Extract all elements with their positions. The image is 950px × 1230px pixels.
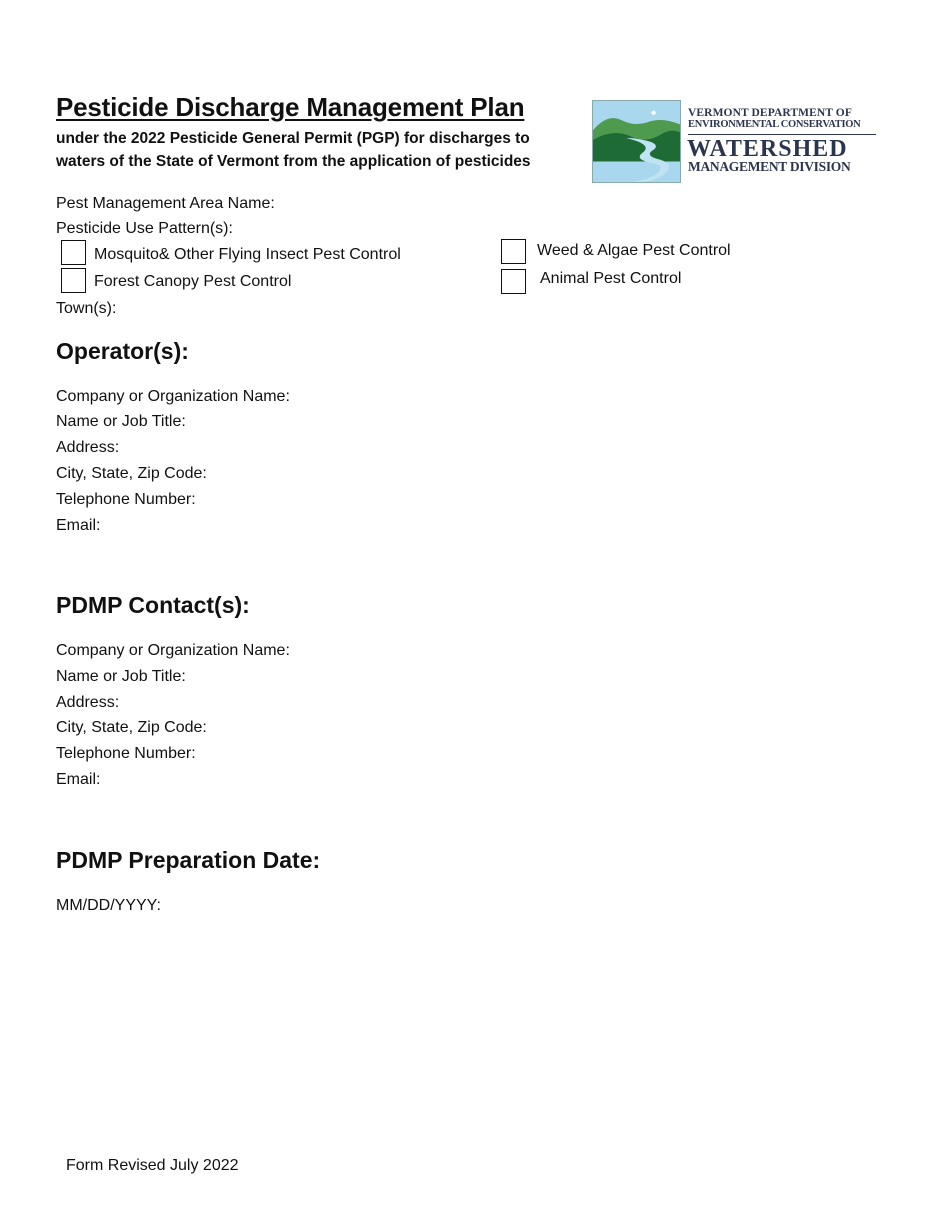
- date-label: MM/DD/YYYY:: [56, 897, 161, 914]
- checkbox-weed-algae[interactable]: [501, 239, 526, 264]
- pattern-label-weed-algae: Weed & Algae Pest Control: [537, 242, 731, 259]
- logo-department-text: VERMONT DEPARTMENT OF ENVIRONMENTAL CONSERVATION: [688, 107, 861, 130]
- pattern-label-mosquito: Mosquito& Other Flying Insect Pest Control: [94, 246, 401, 263]
- operator-name-label: Name or Job Title:: [56, 413, 186, 430]
- preparation-heading: PDMP Preparation Date:: [56, 847, 321, 873]
- subtitle-line-2: waters of the State of Vermont from the application of pesticides: [56, 153, 531, 170]
- pattern-label-forest-canopy: Forest Canopy Pest Control: [94, 273, 292, 290]
- use-pattern-label: Pesticide Use Pattern(s):: [56, 220, 233, 237]
- area-name-label: Pest Management Area Name:: [56, 195, 275, 212]
- contact-name-label: Name or Job Title:: [56, 668, 186, 685]
- operator-company-label: Company or Organization Name:: [56, 388, 290, 405]
- operator-address-label: Address:: [56, 439, 120, 456]
- contact-heading: PDMP Contact(s):: [56, 592, 250, 618]
- operator-heading: Operator(s):: [56, 338, 189, 364]
- form-revised-note: Form Revised July 2022: [66, 1157, 239, 1174]
- contact-email-label: Email:: [56, 771, 101, 788]
- pattern-label-animal: Animal Pest Control: [540, 270, 682, 287]
- checkbox-mosquito[interactable]: [61, 240, 86, 265]
- page-title: Pesticide Discharge Management Plan: [56, 92, 525, 122]
- vt-dec-watershed-logo: [592, 100, 878, 184]
- operator-city-label: City, State, Zip Code:: [56, 465, 207, 482]
- contact-address-label: Address:: [56, 694, 120, 711]
- checkbox-animal[interactable]: [501, 269, 526, 294]
- operator-email-label: Email:: [56, 517, 101, 534]
- towns-label: Town(s):: [56, 300, 117, 317]
- watershed-landscape-icon: [592, 100, 681, 183]
- checkbox-forest-canopy[interactable]: [61, 268, 86, 293]
- logo-watershed-text: WATERSHED: [687, 136, 848, 162]
- operator-phone-label: Telephone Number:: [56, 491, 196, 508]
- contact-city-label: City, State, Zip Code:: [56, 719, 207, 736]
- contact-phone-label: Telephone Number:: [56, 745, 196, 762]
- logo-division-text: MANAGEMENT DIVISION: [688, 159, 851, 174]
- subtitle-line-1: under the 2022 Pesticide General Permit (PGP) for discharges to: [56, 130, 530, 147]
- contact-company-label: Company or Organization Name:: [56, 642, 290, 659]
- logo-divider: [688, 134, 876, 135]
